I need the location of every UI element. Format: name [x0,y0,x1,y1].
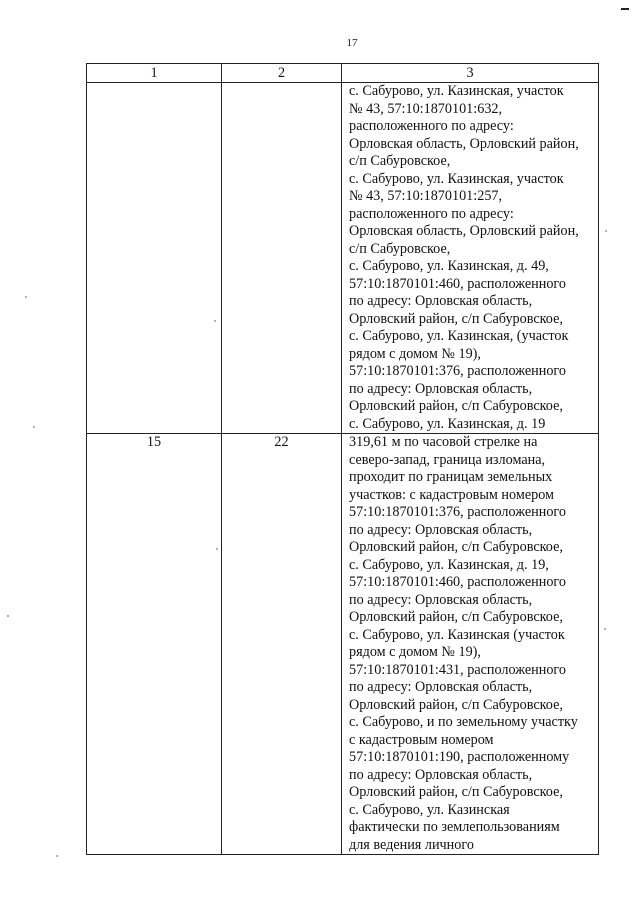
description-line: 57:10:1870101:376, расположенного [349,504,566,520]
row-cell-point-to [222,83,342,434]
description-line: по адресу: Орловская область, [349,679,533,695]
description-line: северо-запад, граница изломана, [349,451,546,468]
header-cell-3: 3 [342,64,599,83]
description-line: с. Сабурово, ул. Казинская, д. 19 [349,415,546,432]
description-line: с. Сабурово, ул. Казинская [349,801,510,818]
description-line: с/п Сабуровское, [349,240,451,257]
description-line: по адресу: Орловская область, [349,521,533,538]
header-cell-2: 2 [222,64,342,83]
description-line: Орловский район, с/п Сабуровское, [349,310,563,327]
description-line: с. Сабурово, ул. Казинская, участок [349,83,564,99]
description-line: с. Сабурово, и по земельному участку [349,714,578,730]
description-line: с. Сабурово, ул. Казинская, участок [349,170,564,187]
row-cell-point-to: 22 [222,434,342,855]
description-line: по адресу: Орловская область, [349,766,533,783]
description-line: рядом с домом № 19), [349,345,481,362]
description-line: Орловский район, с/п Сабуровское, [349,539,563,555]
description-line: 57:10:1870101:460, расположенного [349,574,566,590]
table-header-row [87,64,599,83]
description-line: 57:10:1870101:190, расположенному [349,749,570,765]
description-line: Орловский район, с/п Сабуровское, [349,696,563,713]
page-number: 17 [346,37,358,49]
description-line: Орловский район, с/п Сабуровское, [349,784,563,800]
description-line: фактически по землепользованиям [349,819,560,835]
description-line: Орловская область, Орловский район, [349,135,579,152]
description-line: с. Сабурово, ул. Казинская, д. 19, [349,556,549,573]
description-line: расположенного по адресу: [349,118,514,134]
description-line: расположенного по адресу: [349,205,514,222]
description-line: с кадастровым номером [349,731,494,748]
description-line: с/п Сабуровское, [349,153,451,169]
scan-speck [7,615,9,617]
description-line: 57:10:1870101:376, расположенного [349,363,566,379]
description-line: по адресу: Орловская область, [349,591,533,608]
row-cell-description [342,83,599,434]
row-cell-point-from [87,83,222,434]
table-row [87,83,599,434]
boundary-table [86,63,599,855]
row-cell-point-from: 15 [87,434,222,855]
scan-speck [33,426,35,428]
scan-speck [25,296,27,298]
description-line: 57:10:1870101:460, расположенного [349,275,566,292]
scan-speck [216,548,218,550]
description-line: для ведения личного [349,836,474,853]
corner-mark [621,8,629,10]
scan-speck [605,230,607,232]
table-row [87,434,599,855]
description-line: 57:10:1870101:431, расположенного [349,661,566,678]
description-line: рядом с домом № 19), [349,644,481,660]
description-line: Орловская область, Орловский район, [349,223,579,239]
description-line: 319,61 м по часовой стрелке на [349,434,538,450]
description-line: с. Сабурово, ул. Казинская, д. 49, [349,258,549,274]
description-line: участков: с кадастровым номером [349,486,555,503]
description-line: по адресу: Орловская область, [349,293,533,309]
description-line: Орловский район, с/п Сабуровское, [349,609,563,625]
description-line: проходит по границам земельных [349,469,553,485]
description-line: по адресу: Орловская область, [349,380,533,397]
description-line: Орловский район, с/п Сабуровское, [349,398,563,414]
description-line: № 43, 57:10:1870101:632, [349,100,503,117]
description-line: с. Сабурово, ул. Казинская (участок [349,626,565,643]
scan-speck [604,628,606,630]
header-cell-1: 1 [87,64,222,83]
row-cell-description [342,434,599,855]
scan-speck [214,320,216,322]
scan-speck [56,855,58,857]
description-line: с. Сабурово, ул. Казинская, (участок [349,328,569,344]
description-line: № 43, 57:10:1870101:257, [349,188,503,204]
